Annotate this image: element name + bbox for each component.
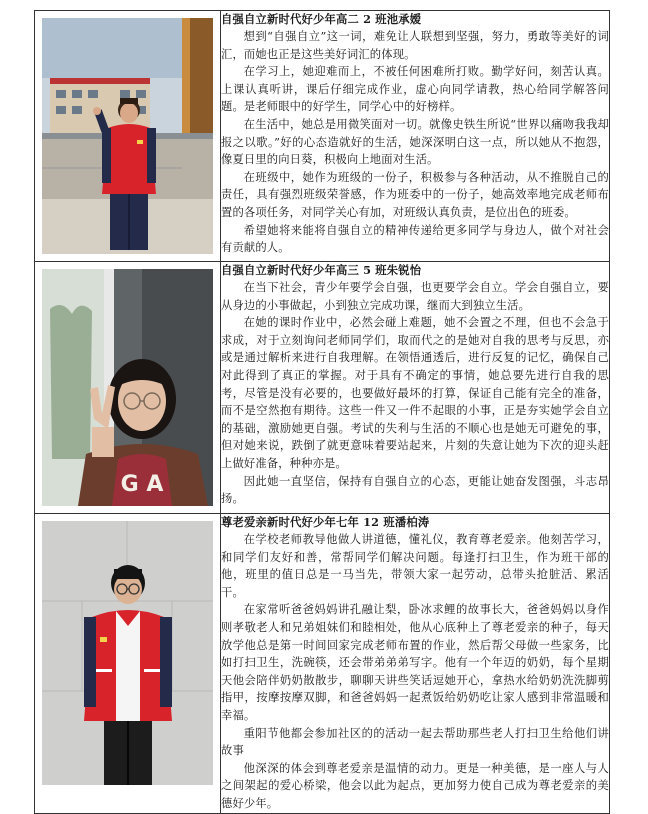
profile-2-paragraph-3: 因此她一直坚信，保持有自强自立的心态，更能让她奋发图强，斗志昂扬。: [221, 474, 609, 506]
photo-cell-2: [35, 262, 221, 514]
profile-1-paragraph-2: 在学习上，她迎难而上，不被任何困难所打败。勤学好问，刻苦认真。上课认真听讲，课后仔细完成作业，虚心向同学请教，热心给同学解答问题。是老师眼中的好学生，同学心中的好榜样。: [221, 65, 609, 114]
profile-row-1: [35, 11, 610, 262]
profile-3-paragraph-4: 他深深的体会到尊老爱亲是温情的动力。更是一种美德，是一座人与人之间架起的爱心桥梁，他会以此为起点，更加努力使自己成为尊老爱亲的美德好少年。: [221, 761, 609, 810]
photo-1-illustration: [42, 18, 213, 254]
profile-3-paragraph-2: 在家常听爸爸妈妈讲孔融让梨，卧冰求鲤的故事长大，爸爸妈妈以身作则孝敬老人和兄弟姐妹们和睦相处，他从心底种上了尊老爱亲的种子，每天放学他总是第一时间回家完成老师布置的作业，然后帮父母做一些家务，比如打扫卫生，洗碗筷，还会带弟弟弟写字。他有一个年迈的奶奶，每个星期天他会陪伴奶奶散散步，聊聊天讲些笑话逗她开心，拿热水给奶奶洗洗脚剪指甲，按摩按摩双脚，和爸爸妈妈一起煮饭给奶奶吃让家人感到非常温暖和幸福。: [221, 603, 609, 722]
svg-text:G A: G A: [120, 472, 164, 497]
student-photo-1: [42, 18, 213, 254]
profile-title-3: 尊老爱亲新时代好少年七年 12 班潘柏涛: [221, 515, 430, 529]
student-photo-2: [42, 269, 213, 506]
profiles-table: [34, 10, 610, 814]
profile-2-paragraph-1: 在当下社会，青少年要学会自强，也更要学会自立。学会自强自立，要从身边的小事做起，小到独立完成功课，继而大到独立生活。: [221, 281, 609, 312]
profile-3-paragraph-3: 重阳节他都会参加社区的的活动一起去帮助那些老人打扫卫生给他们讲故事: [221, 726, 609, 758]
student-photo-3: [42, 521, 213, 785]
profile-1-paragraph-4: 在班级中，她作为班级的一份子，积极参与各种活动，从不推脱自己的责任，具有强烈班级荣誉感，作为班委中的一份子，她高效率地完成老师布置的各项任务，对同学关心有加，对班级认真负责，是位出色的班委。: [221, 170, 609, 219]
profile-1-paragraph-1: 想到“自强自立”这一词，难免让人联想到坚强，努力，勇敢等美好的词汇，而她也正是这些美好词汇的体现。: [221, 30, 609, 61]
profile-3-paragraph-1: 在学校老师教导他做人讲道德，懂礼仪，教育尊老爱亲。他刻苦学习，和同学们友好和善，常帮同学们解决问题。每逢打扫卫生，作为班干部的他，班里的值日总是一马当先，带领大家一起劳动，总带头抢脏活、累活干。: [221, 533, 609, 599]
profile-row-2: [35, 262, 610, 514]
photo-cell-1: [35, 11, 221, 262]
photo-cell-3: [35, 514, 221, 814]
profile-sheet: [34, 10, 610, 814]
profile-2-paragraph-2: 在她的课时作业中，必然会碰上难题，她不会置之不理，但也不会急于求成，对于立刻询问老师同学们，取而代之的是她对自我的思考与反思，亦或是通过解析来进行自我理解。在领悟通透后，进行反复的记忆，确保自己对此得到了真正的掌握。对于具有不确定的事情，她总要先进行自我的思考，尽管是没有必要的，也要做好最坏的打算，保证自己能有完全的准备，而不是空然抱有期待。这些一件又一件不起眼的小事，正是夯实她学会自立的基础，激励她更自强。考试的失利与生活的不顺心也是她无可避免的事，但对她来说，跌倒了就更意味着要站起来，片刻的失意让她为下次的迎头赶上做好准备，种种亦是。: [221, 316, 609, 470]
photo-2-illustration: [42, 269, 213, 506]
text-cell-1: [221, 11, 610, 262]
profile-row-3: [35, 514, 610, 814]
profile-title-2: 自强自立新时代好少年高三 5 班朱锐怡: [221, 263, 422, 277]
profile-1-paragraph-3: 在生活中，她总是用微笑面对一切。就像史铁生所说“世界以痛吻我我却报之以歌。”好的心态造就好的生活，她深深明白这一点，所以她从不抱怨，像夏日里的向日葵，积极向上地面对生活。: [221, 117, 609, 167]
text-cell-3: [221, 514, 610, 814]
profile-title-1: 自强自立新时代好少年高二 2 班池承嫒: [221, 12, 422, 26]
photo-3-illustration: [42, 521, 213, 785]
profile-1-paragraph-5: 希望她将来能将自强自立的精神传递给更多同学与身边人，做个对社会有贡献的人。: [221, 223, 609, 255]
text-cell-2: [221, 262, 610, 514]
